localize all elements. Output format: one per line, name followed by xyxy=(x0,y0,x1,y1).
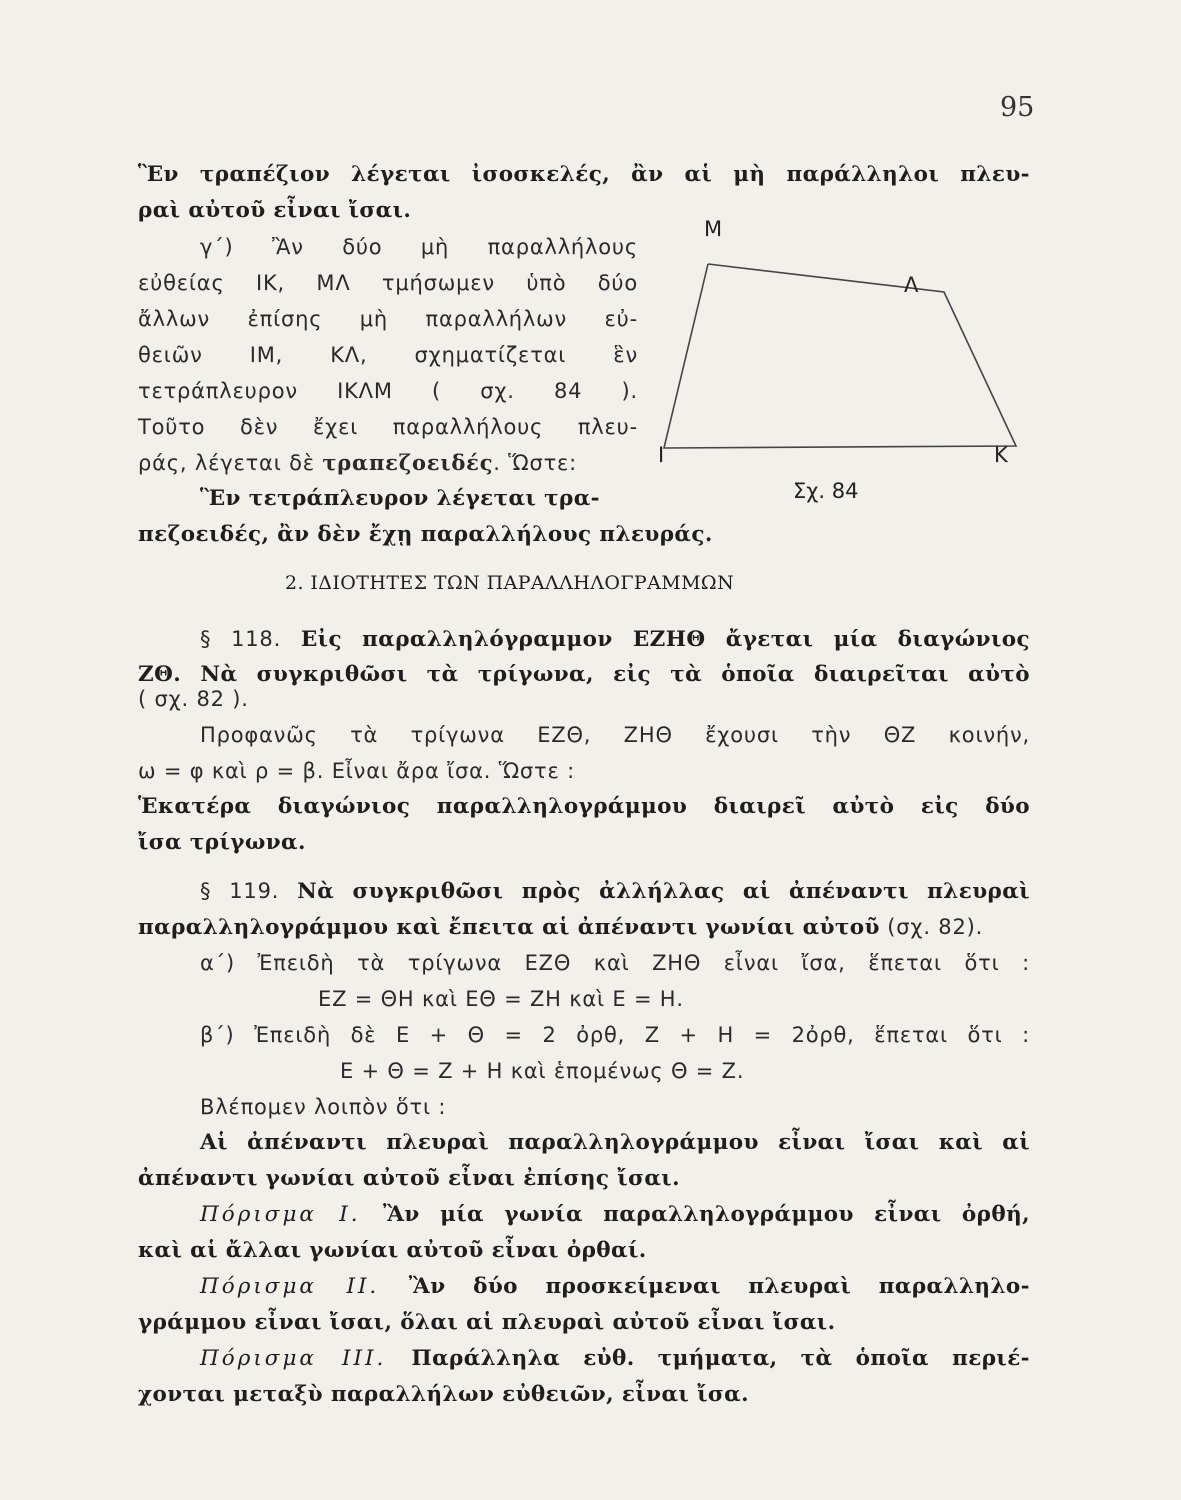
figure-84 xyxy=(648,212,1020,508)
paragraph-gamma-line5: τετράπλευρον ΙΚΛΜ ( σχ. 84 ). xyxy=(138,379,638,403)
text-run: Νὰ συγκριθῶσι πρὸς ἀλλήλλας αἱ ἀπέναντι πλευραὶ xyxy=(297,879,1030,904)
corollary-label: Πόρισμα III. xyxy=(200,1346,412,1371)
trapezoid-definition-line2: πεζοειδές, ἂν δὲν ἔχῃ παραλλήλους πλευράς. xyxy=(138,522,713,547)
paragraph-gamma-line6: Τοῦτο δὲν ἔχει παραλλήλους πλευ- xyxy=(138,415,638,439)
paragraph-gamma-line4: θειῶν ΙΜ, ΚΛ, σχηματίζεται ἓν xyxy=(138,343,638,367)
section-118-line2: ΖΘ. Νὰ συγκριθῶσι τὰ τρίγωνα, εἰς τὰ ὁποῖα διαιρεῖται αὐτὸ xyxy=(138,662,1030,687)
section-119-line2 xyxy=(138,912,1030,943)
corollary-3-line1 xyxy=(200,1344,1030,1374)
vertex-i-label: Ι xyxy=(658,443,665,467)
corollary-label: Πόρισμα I. xyxy=(200,1202,383,1227)
vertex-l-label: Λ xyxy=(904,273,919,297)
proof-beta-equation: Ε + Θ = Ζ + Η καὶ ἑπομένως Θ = Ζ. xyxy=(340,1059,745,1083)
conclusion-intro: Βλέπομεν λοιπὸν ὅτι : xyxy=(200,1095,447,1119)
proof-alpha-line1: α΄) Ἐπειδὴ τὰ τρίγωνα ΕΖΘ καὶ ΖΗΘ εἶναι ἴσα, ἕπεται ὅτι : xyxy=(200,951,1030,975)
isosceles-definition-line2: ραὶ αὐτοῦ εἶναι ἴσαι. xyxy=(138,198,412,223)
trapezoid-definition-line1: Ἓν τετράπλευρον λέγεται τρα- xyxy=(200,486,600,511)
isosceles-definition-line1: Ἓν τραπέζιον λέγεται ἰσοσκελές, ἂν αἱ μὴ παράλληλοι πλευ- xyxy=(138,162,1030,187)
text-run: ράς, λέγεται δὲ xyxy=(138,451,323,475)
text-run: Ἂν δύο προσκείμεναι πλευραὶ παραλληλο- xyxy=(408,1274,1031,1299)
figure-caption: Σχ. 84 xyxy=(793,479,859,503)
theorem-diagonal-line2: ἴσα τρίγωνα. xyxy=(138,830,306,855)
paragraph-gamma-line3: ἄλλων ἐπίσης μὴ παραλλήλων εὐ- xyxy=(138,307,638,331)
proof-118-line1: Προφανῶς τὰ τρίγωνα ΕΖΘ, ΖΗΘ ἔχουσι τὴν ΘΖ κοινήν, xyxy=(200,723,1030,747)
proof-118-line2: ω = φ καὶ ρ = β. Εἶναι ἄρα ἴσα. Ὥστε : xyxy=(138,759,575,783)
text-run: . Ὥστε: xyxy=(493,451,578,475)
corollary-3-line2: χονται μεταξὺ παραλλήλων εὐθειῶν, εἶναι ἴσα. xyxy=(138,1382,749,1407)
term-trapezoid: τραπεζοειδές xyxy=(322,450,494,475)
section-number: § 119. xyxy=(200,879,298,903)
corollary-2-line2: γράμμου εἶναι ἴσαι, ὅλαι αἱ πλευραὶ αὐτοῦ εἶναι ἴσαι. xyxy=(138,1310,836,1335)
section-heading: 2. ΙΔΙΟΤΗΤΕΣ ΤΩΝ ΠΑΡΑΛΛΗΛΟΓΡΑΜΜΩΝ xyxy=(285,572,735,594)
corollary-1-line2: καὶ αἱ ἄλλαι γωνίαι αὐτοῦ εἶναι ὀρθαί. xyxy=(138,1238,647,1263)
vertex-k-label: Κ xyxy=(994,443,1008,467)
proof-alpha-equation: ΕΖ = ΘΗ καὶ ΕΘ = ΖΗ καὶ Ε = Η. xyxy=(318,987,684,1011)
text-run: Εἰς παραλληλόγραμμον ΕΖΗΘ ἄγεται μία διαγώνιος xyxy=(300,627,1030,652)
theorem-diagonal-line1: Ἑκατέρα διαγώνιος παραλληλογράμμου διαιρεῖ αὐτὸ εἰς δύο xyxy=(138,794,1030,819)
theorem-opposite-line2: ἀπέναντι γωνίαι αὐτοῦ εἶναι ἐπίσης ἴσαι. xyxy=(138,1166,680,1191)
text-run: παραλληλογράμμου καὶ ἔπειτα αἱ ἀπέναντι γωνίαι αὐτοῦ xyxy=(138,915,880,940)
paragraph-gamma-line7 xyxy=(138,448,638,478)
text-run: Ἂν μία γωνία παραλληλογράμμου εἶναι ὀρθή, xyxy=(382,1202,1030,1227)
section-118-line3: ( σχ. 82 ). xyxy=(138,687,249,711)
section-number: § 118. xyxy=(200,627,301,651)
corollary-2-line1 xyxy=(200,1272,1030,1302)
page-number: 95 xyxy=(1000,92,1035,123)
section-119-line1 xyxy=(200,876,1030,907)
text-run: Παράλληλα εὐθ. τμήματα, τὰ ὁποῖα περιέ- xyxy=(411,1346,1030,1371)
vertex-m-label: Μ xyxy=(704,217,723,241)
paragraph-gamma-line1: γ΄) Ἂν δύο μὴ παραλλήλους xyxy=(200,235,638,259)
corollary-1-line1 xyxy=(200,1200,1030,1230)
theorem-opposite-line1: Αἱ ἀπέναντι πλευραὶ παραλληλογράμμου εἶναι ἴσαι καὶ αἱ xyxy=(200,1130,1030,1155)
figure-reference: (σχ. 82). xyxy=(879,915,984,939)
proof-beta-line1: β΄) Ἐπειδὴ δὲ Ε + Θ = 2 ὀρθ, Ζ + Η = 2ὀρθ, ἕπεται ὅτι : xyxy=(200,1023,1030,1047)
paragraph-gamma-line2: εὐθείας ΙΚ, ΜΛ τμήσωμεν ὑπὸ δύο xyxy=(138,271,638,295)
quadrilateral-iklm xyxy=(664,264,1016,448)
section-118-line1 xyxy=(200,624,1030,655)
corollary-label: Πόρισμα II. xyxy=(200,1274,409,1299)
